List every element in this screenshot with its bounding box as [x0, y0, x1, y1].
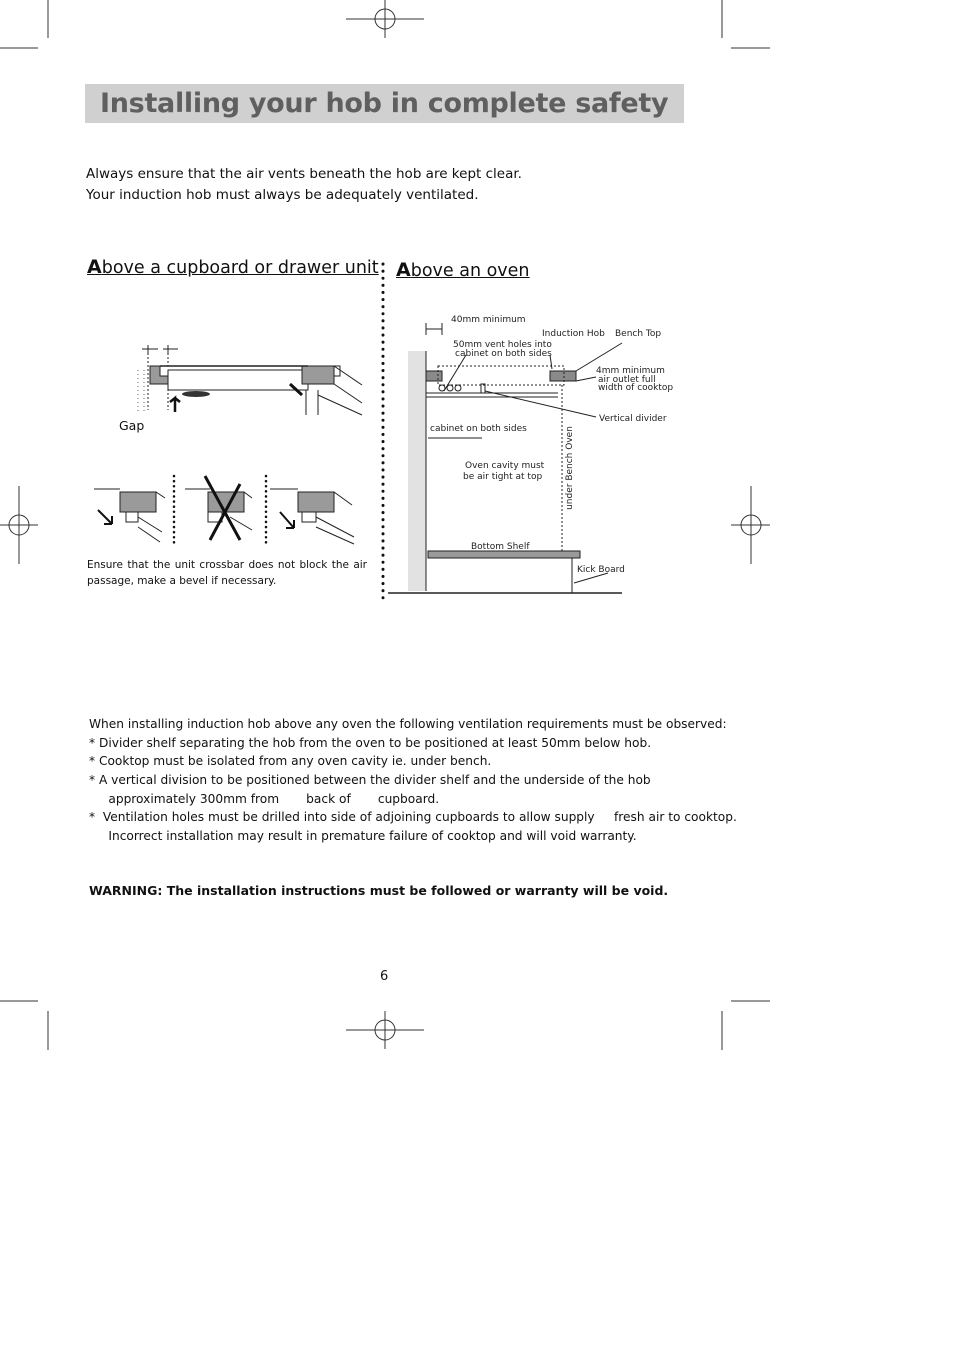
label-cabinet-sides: cabinet on both sides [430, 424, 527, 434]
page-number: 6 [380, 969, 389, 984]
label-bench-top: Bench Top [615, 329, 662, 339]
crossbar-caption: Ensure that the unit crossbar does not block the air passage, make a bevel if necessary. [87, 559, 367, 587]
label-vent-holes-2: cabinet on both sides [455, 349, 552, 359]
label-outlet-2: air outlet full [598, 375, 656, 385]
requirement-4-cont: Incorrect installation may result in premature failure of cooktop and will void warranty. [89, 829, 637, 843]
requirement-3: * A vertical division to be positioned between the divider shelf and the underside of the hob [89, 773, 651, 787]
right-heading-rest: bove an oven [410, 261, 530, 281]
requirement-3-cont: approximately 300mm from back of cupboard. [89, 792, 440, 806]
right-section-heading [396, 259, 530, 281]
label-cavity-2: be air tight at top [463, 472, 543, 482]
crossbar-diagrams [90, 472, 370, 552]
label-bottom-shelf: Bottom Shelf [471, 542, 530, 552]
requirements-intro: When installing induction hob above any oven the following ventilation requirements must be observed: [89, 717, 727, 731]
warning-text: WARNING: The installation instructions must be followed or warranty will be void. [89, 883, 669, 898]
label-induction-hob: Induction Hob [542, 329, 605, 339]
page-title: Installing your hob in complete safety [100, 88, 669, 119]
label-outlet-3: width of cooktop [598, 383, 674, 393]
requirement-1: * Divider shelf separating the hob from the oven to be positioned at least 50mm below hob. [89, 736, 652, 750]
label-vent-holes-1: 50mm vent holes into [453, 340, 552, 350]
label-vertical-divider: Vertical divider [599, 414, 667, 424]
cupboard-diagram [130, 340, 370, 430]
label-40mm-minimum: 40mm minimum [451, 315, 526, 325]
gap-label: Gap [119, 418, 145, 433]
left-heading-initial: A [87, 256, 102, 278]
label-outlet-1: 4mm minimum [596, 366, 665, 376]
left-section-heading [87, 256, 379, 278]
intro-line-2: Your induction hob must always be adequately ventilated. [86, 187, 479, 203]
right-heading-initial: A [396, 259, 411, 281]
label-under-bench-oven: under Bench Oven [564, 426, 575, 510]
requirement-4: * Ventilation holes must be drilled into side of adjoining cupboards to allow supply fresh air to cooktop. [89, 810, 737, 824]
label-cavity-1: Oven cavity must [465, 461, 545, 471]
intro-line-1: Always ensure that the air vents beneath the hob are kept clear. [86, 166, 522, 182]
left-heading-rest: bove a cupboard or drawer unit [101, 258, 379, 278]
label-kick-board: Kick Board [577, 565, 625, 575]
requirement-2: * Cooktop must be isolated from any oven cavity ie. under bench. [89, 754, 492, 768]
